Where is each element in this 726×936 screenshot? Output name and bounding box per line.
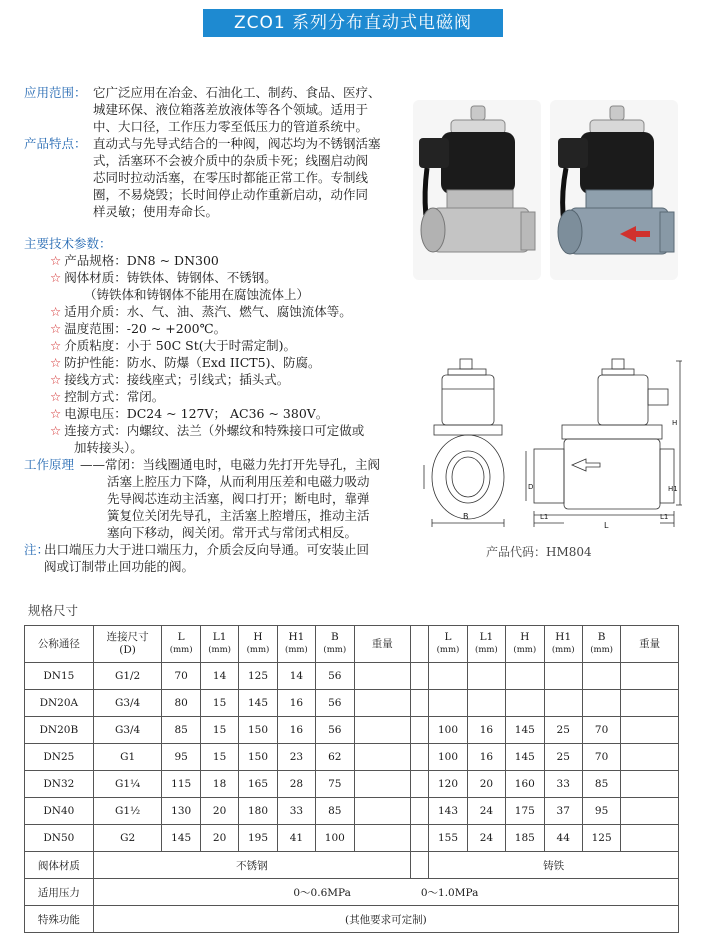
table-cell-b: 56 (316, 717, 354, 744)
table-cell-w (354, 663, 411, 690)
table-cell-dn: DN20A (25, 690, 94, 717)
star-icon: ☆ (50, 355, 62, 370)
header-l1: L1 (mm) (200, 626, 238, 663)
tech-item-control: ☆ 控制方式：常闭。 (50, 389, 165, 404)
note-label: 注： (24, 542, 50, 557)
tech-item-voltage: ☆ 电源电压：DC24 ~ 127V； AC36 ~ 380V。 (50, 406, 329, 421)
table-cell-b: 56 (316, 663, 354, 690)
header-h: H (mm) (239, 626, 277, 663)
table-cell-rw (621, 717, 679, 744)
note-line-1: 出口端压力大于进口端压力，介质会反向导通。可安装止回 (44, 542, 370, 557)
gap-cell (411, 852, 429, 879)
note-line-2: 阀或订制带止回功能的阀。 (44, 559, 195, 574)
header-r-l1: L1 (mm) (467, 626, 505, 663)
star-icon: ☆ (50, 304, 62, 319)
gap-cell (411, 626, 429, 663)
table-cell-rw (621, 798, 679, 825)
features-line-2: 式，活塞环不会被介质中的杂质卡死；线圈启动阀 (93, 153, 369, 168)
header-weight: 重量 (354, 626, 411, 663)
tech-heading: 主要技术参数： (24, 236, 112, 251)
table-row (25, 771, 679, 798)
table-cell-rl: 143 (429, 798, 467, 825)
table-cell-conn: G1¼ (93, 771, 162, 798)
dim-d: D (528, 483, 534, 491)
table-row (25, 744, 679, 771)
tech-item-wiring: ☆ 接线方式：接线座式；引线式；插头式。 (50, 372, 290, 387)
table-cell-l1: 15 (200, 717, 238, 744)
table-cell-conn: G1 (93, 744, 162, 771)
table-cell-rl: 100 (429, 744, 467, 771)
pressure-row (25, 879, 679, 906)
table-cell-l1: 20 (200, 798, 238, 825)
dim-l1-left: L1 (540, 513, 549, 521)
table-cell-h: 195 (239, 825, 277, 852)
gap-cell (411, 690, 429, 717)
gap-cell (411, 825, 429, 852)
table-cell-rw (621, 744, 679, 771)
header-l: L (mm) (162, 626, 200, 663)
application-line-1: 它广泛应用在冶金、石油化工、制药、食品、医疗、 (93, 85, 381, 100)
material-label: 阀体材质 (25, 852, 94, 879)
table-cell-h1: 41 (277, 825, 315, 852)
table-cell-l: 95 (162, 744, 200, 771)
table-cell-h: 150 (239, 744, 277, 771)
header-r-h: H (mm) (506, 626, 544, 663)
table-cell-h: 165 (239, 771, 277, 798)
table-row (25, 798, 679, 825)
table-cell-w (354, 771, 411, 798)
table-cell-dn: DN40 (25, 798, 94, 825)
table-cell-h: 125 (239, 663, 277, 690)
table-cell-rl: 120 (429, 771, 467, 798)
tech-item-connection: ☆ 连接方式：内螺纹、法兰（外螺纹和特殊接口可定做或 (50, 423, 365, 438)
table-cell-b: 75 (316, 771, 354, 798)
principle-line-4: 簧复位关闭先导孔，主活塞上腔增压，推动主活 (107, 508, 370, 523)
table-cell-rl (429, 663, 467, 690)
table-cell-rl1: 24 (467, 825, 505, 852)
table-cell-conn: G2 (93, 825, 162, 852)
table-cell-conn: G1½ (93, 798, 162, 825)
header-dn: 公称通径 (25, 626, 94, 663)
table-cell-rl: 100 (429, 717, 467, 744)
tech-item-material: ☆ 阀体材质：铸铁体、铸钢体、不锈钢。 (50, 270, 277, 285)
spec-table (24, 625, 679, 933)
star-icon: ☆ (50, 406, 62, 421)
table-cell-l: 70 (162, 663, 200, 690)
table-row (25, 717, 679, 744)
tech-item-material-note: （铸铁体和铸钢体不能用在腐蚀流体上） (84, 287, 310, 302)
header-r-h1: H1 (mm) (544, 626, 582, 663)
table-cell-dn: DN15 (25, 663, 94, 690)
table-header-row (25, 626, 679, 663)
principle-line-1: ——常闭：当线圈通电时，电磁力先打开先导孔，主阀 (80, 457, 381, 472)
table-cell-rh: 145 (506, 744, 544, 771)
table-cell-rh (506, 663, 544, 690)
table-cell-l: 145 (162, 825, 200, 852)
table-cell-rh1: 25 (544, 744, 582, 771)
dim-b: B (463, 512, 469, 521)
star-icon: ☆ (50, 253, 62, 268)
header-r-b: B (mm) (582, 626, 620, 663)
dim-h: H (672, 419, 678, 427)
material-left: 不锈钢 (93, 852, 410, 879)
page-title: ZCO1 系列分布直动式电磁阀 (203, 9, 503, 37)
table-cell-rl1 (467, 663, 505, 690)
table-row (25, 690, 679, 717)
special-value: (其他要求可定制) (93, 906, 678, 933)
dim-l1-right: L1 (660, 513, 669, 521)
table-cell-rh: 175 (506, 798, 544, 825)
table-cell-rb: 95 (582, 798, 620, 825)
principle-line-3: 先导阀芯连动主活塞，阀口打开；断电时，靠弹 (107, 491, 370, 506)
table-cell-rh1 (544, 663, 582, 690)
dim-l: L (604, 521, 609, 530)
table-cell-rh1: 25 (544, 717, 582, 744)
material-right: 铸铁 (429, 852, 679, 879)
features-line-4: 圈，不易烧毁；长时间停止动作重新启动，动作同 (93, 187, 369, 202)
material-row (25, 852, 679, 879)
star-icon: ☆ (50, 372, 62, 387)
star-icon: ☆ (50, 270, 62, 285)
table-row (25, 825, 679, 852)
table-cell-l1: 20 (200, 825, 238, 852)
special-label: 特殊功能 (25, 906, 94, 933)
table-cell-rl1: 20 (467, 771, 505, 798)
table-cell-rh1: 33 (544, 771, 582, 798)
spec-heading: 规格尺寸 (28, 603, 79, 618)
table-cell-rb: 70 (582, 744, 620, 771)
special-row (25, 906, 679, 933)
principle-line-2: 活塞上腔压力下降，从而利用压差和电磁力吸动 (107, 474, 370, 489)
valve-drawing (422, 355, 682, 535)
application-line-2: 城建环保、液位箱落差放液体等各个领域。适用于 (93, 102, 369, 117)
features-line-5: 样灵敏；使用寿命长。 (93, 204, 219, 219)
table-cell-rh1: 44 (544, 825, 582, 852)
table-cell-b: 85 (316, 798, 354, 825)
table-cell-rh1: 37 (544, 798, 582, 825)
table-cell-h1: 23 (277, 744, 315, 771)
table-cell-rl1: 16 (467, 744, 505, 771)
table-cell-w (354, 744, 411, 771)
table-cell-rh: 160 (506, 771, 544, 798)
table-cell-conn: G3/4 (93, 717, 162, 744)
table-cell-b: 100 (316, 825, 354, 852)
header-h1: H1 (mm) (277, 626, 315, 663)
table-cell-rb (582, 663, 620, 690)
table-cell-w (354, 690, 411, 717)
table-row (25, 663, 679, 690)
tech-item-viscosity: ☆ 介质粘度：小于 50C St(大于时需定制)。 (50, 338, 296, 353)
tech-item-temperature: ☆ 温度范围：-20 ~ +200℃。 (50, 321, 227, 336)
table-cell-l: 85 (162, 717, 200, 744)
table-cell-l1: 15 (200, 690, 238, 717)
table-cell-l1: 15 (200, 744, 238, 771)
table-cell-rb: 70 (582, 717, 620, 744)
star-icon: ☆ (50, 423, 62, 438)
table-cell-rl1 (467, 690, 505, 717)
gap-cell (411, 798, 429, 825)
gap-cell (411, 663, 429, 690)
table-cell-rh: 185 (506, 825, 544, 852)
table-cell-h: 180 (239, 798, 277, 825)
table-cell-rb: 125 (582, 825, 620, 852)
table-cell-rh1 (544, 690, 582, 717)
table-cell-b: 56 (316, 690, 354, 717)
table-cell-b: 62 (316, 744, 354, 771)
tech-item-protection: ☆ 防护性能：防水、防爆（Exd IICT5)、防腐。 (50, 355, 321, 370)
table-cell-dn: DN25 (25, 744, 94, 771)
table-cell-h1: 16 (277, 690, 315, 717)
dim-h1: H1 (668, 485, 678, 493)
table-cell-rw (621, 663, 679, 690)
table-cell-h: 150 (239, 717, 277, 744)
table-cell-rl1: 16 (467, 717, 505, 744)
pressure-label: 适用压力 (25, 879, 94, 906)
table-cell-rb: 85 (582, 771, 620, 798)
pressure-values: 0～0.6MPa 0～1.0MPa (93, 879, 678, 906)
tech-item-medium: ☆ 适用介质：水、气、油、蒸汽、燃气、腐蚀流体等。 (50, 304, 352, 319)
tech-item-connection-cont: 加转接头）。 (74, 440, 143, 455)
features-label: 产品特点： (24, 136, 87, 151)
principle-line-5: 塞向下移动，阀关闭。常开式与常闭式相反。 (107, 525, 358, 540)
table-cell-dn: DN50 (25, 825, 94, 852)
table-cell-l1: 18 (200, 771, 238, 798)
features-line-1: 直动式与先导式结合的一种阀，阀芯均为不锈钢活塞 (93, 136, 381, 151)
table-cell-rl: 155 (429, 825, 467, 852)
product-code: 产品代码：HM804 (486, 545, 592, 559)
gap-cell (411, 771, 429, 798)
application-line-3: 中、大口径，工作压力零至低压力的管道系统中。 (93, 119, 369, 134)
table-cell-l: 80 (162, 690, 200, 717)
table-cell-l: 130 (162, 798, 200, 825)
table-cell-h1: 16 (277, 717, 315, 744)
gap-cell (411, 717, 429, 744)
table-cell-conn: G3/4 (93, 690, 162, 717)
table-cell-h1: 28 (277, 771, 315, 798)
table-cell-rw (621, 771, 679, 798)
application-label: 应用范围： (24, 85, 87, 100)
table-cell-w (354, 798, 411, 825)
principle-label: 工作原理 (24, 457, 75, 472)
table-cell-rl (429, 690, 467, 717)
table-cell-rw (621, 825, 679, 852)
star-icon: ☆ (50, 321, 62, 336)
header-b: B (mm) (316, 626, 354, 663)
table-cell-w (354, 717, 411, 744)
table-cell-l1: 14 (200, 663, 238, 690)
table-cell-rh: 145 (506, 717, 544, 744)
table-cell-rb (582, 690, 620, 717)
stainless-valve-photo (413, 100, 541, 280)
cast-iron-valve-photo (550, 100, 678, 280)
star-icon: ☆ (50, 389, 62, 404)
table-cell-w (354, 825, 411, 852)
table-cell-rl1: 24 (467, 798, 505, 825)
table-cell-conn: G1/2 (93, 663, 162, 690)
table-cell-h1: 33 (277, 798, 315, 825)
table-cell-h1: 14 (277, 663, 315, 690)
table-cell-l: 115 (162, 771, 200, 798)
star-icon: ☆ (50, 338, 62, 353)
gap-cell (411, 744, 429, 771)
features-line-3: 芯同时拉动活塞，在零压时都能正常工作。专制线 (93, 170, 369, 185)
table-cell-dn: DN32 (25, 771, 94, 798)
header-r-l: L (mm) (429, 626, 467, 663)
table-cell-rw (621, 690, 679, 717)
header-conn: 连接尺寸 (D) (93, 626, 162, 663)
table-cell-h: 145 (239, 690, 277, 717)
table-cell-dn: DN20B (25, 717, 94, 744)
tech-item-spec: ☆ 产品规格：DN8 ~ DN300 (50, 253, 219, 268)
header-r-weight: 重量 (621, 626, 679, 663)
table-cell-rh (506, 690, 544, 717)
